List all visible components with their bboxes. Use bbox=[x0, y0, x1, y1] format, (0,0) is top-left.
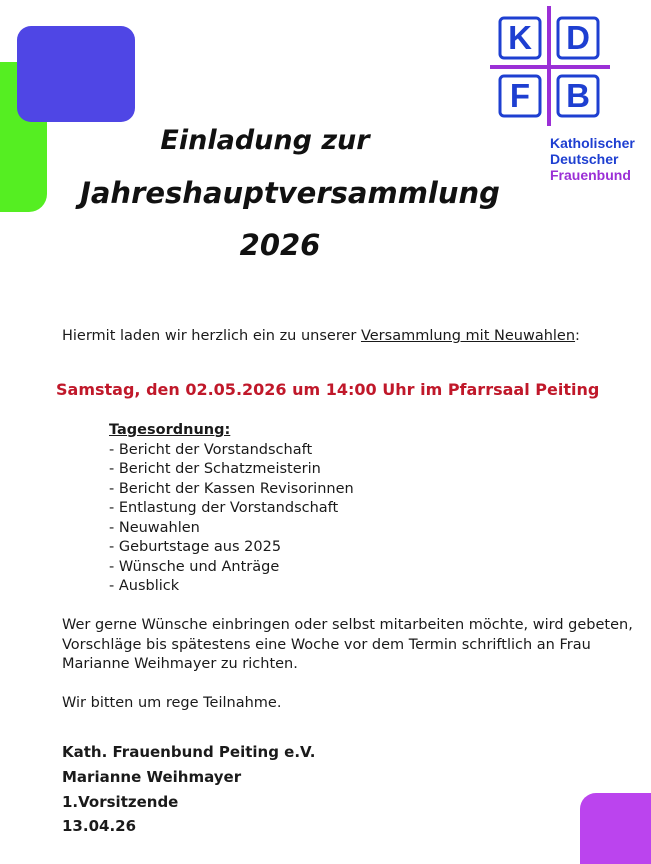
intro-colon: : bbox=[575, 328, 580, 344]
signature-organization: Kath. Frauenbund Peiting e.V. bbox=[62, 743, 316, 761]
request-line-3: Marianne Weihmayer zu richten. bbox=[62, 656, 298, 672]
request-line-1: Wer gerne Wünsche einbringen oder selbst mitarbeiten möchte, wird gebeten, bbox=[62, 617, 633, 633]
agenda-heading: Tagesordnung: bbox=[109, 422, 231, 438]
decorative-purple-shape bbox=[580, 793, 651, 864]
decorative-blue-shape bbox=[17, 26, 135, 122]
logo-letter-d: D bbox=[566, 19, 590, 56]
logo-letter-b: B bbox=[566, 77, 590, 114]
signature-role: 1.Vorsitzende bbox=[62, 793, 179, 811]
agenda-item: - Neuwahlen bbox=[109, 519, 200, 536]
closing-text: Wir bitten um rege Teilnahme. bbox=[62, 695, 282, 711]
intro-text: Hiermit laden wir herzlich ein zu unserer bbox=[62, 328, 361, 344]
agenda-item: - Geburtstage aus 2025 bbox=[109, 539, 282, 555]
agenda-list bbox=[109, 421, 354, 597]
request-line-2: Vorschläge bis spätestens eine Woche vor dem Termin schriftlich an Frau bbox=[62, 637, 591, 653]
logo-letter-k: K bbox=[508, 19, 532, 56]
agenda-item: - Wünsche und Anträge bbox=[109, 558, 280, 575]
agenda-item: - Entlastung der Vorstandschaft bbox=[109, 500, 339, 516]
title-line-3: 2026 bbox=[239, 228, 321, 262]
logo-text-katholischer: Katholischer bbox=[550, 135, 635, 151]
intro-paragraph bbox=[62, 327, 580, 347]
agenda-item: - Ausblick bbox=[109, 578, 180, 594]
meeting-date-line: Samstag, den 02.05.2026 um 14:00 Uhr im Pfarrsaal Peiting bbox=[56, 380, 600, 399]
logo-text-deutscher: Deutscher bbox=[550, 151, 619, 167]
agenda-item: - Bericht der Schatzmeisterin bbox=[109, 461, 321, 477]
intro-underlined-text: Versammlung mit Neuwahlen bbox=[360, 328, 576, 344]
title-line-2: Jahreshauptversammlung bbox=[80, 176, 500, 210]
agenda-item: - Bericht der Kassen Revisorinnen bbox=[109, 480, 354, 497]
logo-letter-f: F bbox=[509, 77, 531, 114]
title-line-1: Einladung zur bbox=[160, 125, 370, 156]
signature-date: 13.04.26 bbox=[62, 817, 137, 835]
kdfb-logo bbox=[490, 6, 651, 186]
agenda-item: - Bericht der Vorstandschaft bbox=[109, 441, 313, 458]
logo-text-frauenbund: Frauenbund bbox=[550, 167, 631, 183]
signature-name: Marianne Weihmayer bbox=[62, 768, 242, 786]
